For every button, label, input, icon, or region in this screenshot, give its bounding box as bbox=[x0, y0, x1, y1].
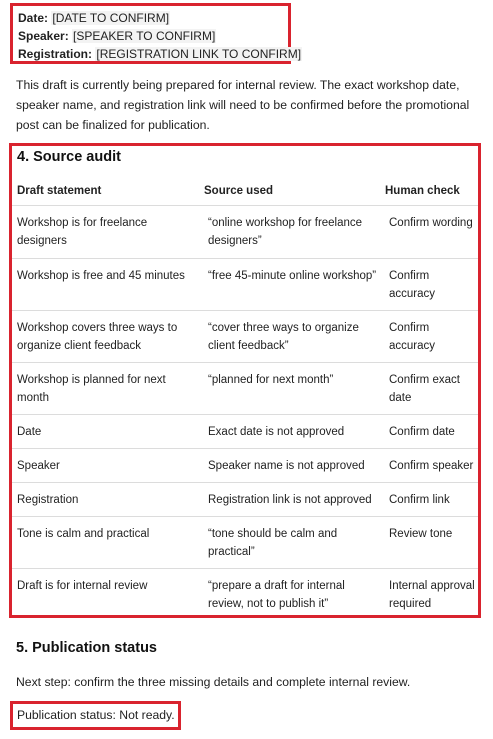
cell-source-used: Registration link is not approved bbox=[208, 494, 372, 506]
cell-draft-statement: Date bbox=[17, 426, 42, 438]
cell-human-check: Confirm wording bbox=[389, 217, 473, 229]
cell-human-check: Confirm exact date bbox=[389, 374, 460, 404]
next-step-text: Next step: confirm the three missing details and complete internal review. bbox=[16, 675, 411, 689]
cell-human-check: Review tone bbox=[389, 528, 453, 540]
table-row bbox=[12, 363, 478, 415]
registration-line bbox=[18, 45, 302, 63]
publication-status-text: Publication status: Not ready. bbox=[17, 708, 175, 722]
cell-draft-statement: Workshop is for freelance designers bbox=[17, 217, 148, 247]
cell-human-check: Internal approval required bbox=[389, 580, 475, 610]
cell-source-used: “tone should be calm and practical” bbox=[208, 528, 338, 558]
publication-status-title: 5. Publication status bbox=[16, 640, 157, 656]
cell-source-used: “free 45-minute online workshop” bbox=[208, 270, 377, 282]
cell-source-used: Speaker name is not approved bbox=[208, 460, 365, 472]
cell-draft-statement: Speaker bbox=[17, 460, 60, 472]
cell-draft-statement: Workshop is planned for next month bbox=[17, 374, 166, 404]
cell-human-check: Confirm accuracy bbox=[389, 270, 436, 300]
event-details-box bbox=[10, 3, 302, 64]
table-row bbox=[12, 311, 478, 363]
cell-draft-statement: Registration bbox=[17, 494, 79, 506]
date-line bbox=[18, 9, 288, 27]
cell-source-used: “planned for next month” bbox=[208, 374, 334, 386]
registration-value: [REGISTRATION LINK TO CONFIRM] bbox=[96, 47, 302, 61]
table-row bbox=[12, 517, 478, 569]
table-header-row bbox=[12, 176, 478, 206]
speaker-value: [SPEAKER TO CONFIRM] bbox=[73, 29, 216, 43]
header-source-used: Source used bbox=[204, 184, 274, 197]
table-row bbox=[12, 569, 478, 621]
speaker-label: Speaker: bbox=[18, 29, 69, 43]
cell-source-used: “cover three ways to organize client feedback” bbox=[208, 322, 359, 352]
cell-human-check: Confirm link bbox=[389, 494, 450, 506]
cell-human-check: Confirm accuracy bbox=[389, 322, 436, 352]
table-row bbox=[12, 449, 478, 483]
table-row bbox=[12, 483, 478, 517]
cell-draft-statement: Workshop is free and 45 minutes bbox=[17, 270, 185, 282]
table-row bbox=[12, 206, 478, 259]
cell-draft-statement: Workshop covers three ways to organize client feedback bbox=[17, 322, 178, 352]
cell-source-used: Exact date is not approved bbox=[208, 426, 345, 438]
source-audit-table bbox=[12, 176, 478, 621]
intro-paragraph: This draft is currently being prepared for internal review. The exact workshop date, speaker name, and registration link will need to be confirmed before the promotional post can be finalized for publication. bbox=[16, 78, 470, 132]
header-draft-statement: Draft statement bbox=[17, 184, 102, 197]
publication-status-box bbox=[10, 701, 181, 730]
table-row bbox=[12, 415, 478, 449]
cell-human-check: Confirm date bbox=[389, 426, 455, 438]
cell-draft-statement: Tone is calm and practical bbox=[17, 528, 150, 540]
cell-source-used: “online workshop for freelance designers” bbox=[208, 217, 363, 247]
source-audit-title: 4. Source audit bbox=[17, 149, 121, 165]
date-value: [DATE TO CONFIRM] bbox=[52, 11, 170, 25]
source-audit-section bbox=[9, 143, 481, 618]
cell-draft-statement: Draft is for internal review bbox=[17, 580, 148, 592]
registration-label: Registration: bbox=[18, 47, 93, 61]
cell-source-used: “prepare a draft for internal review, not to publish it” bbox=[208, 580, 345, 610]
date-label: Date: bbox=[18, 11, 49, 25]
cell-human-check: Confirm speaker bbox=[389, 460, 474, 472]
table-row bbox=[12, 259, 478, 311]
header-human-check: Human check bbox=[385, 184, 460, 197]
speaker-line bbox=[18, 27, 288, 45]
